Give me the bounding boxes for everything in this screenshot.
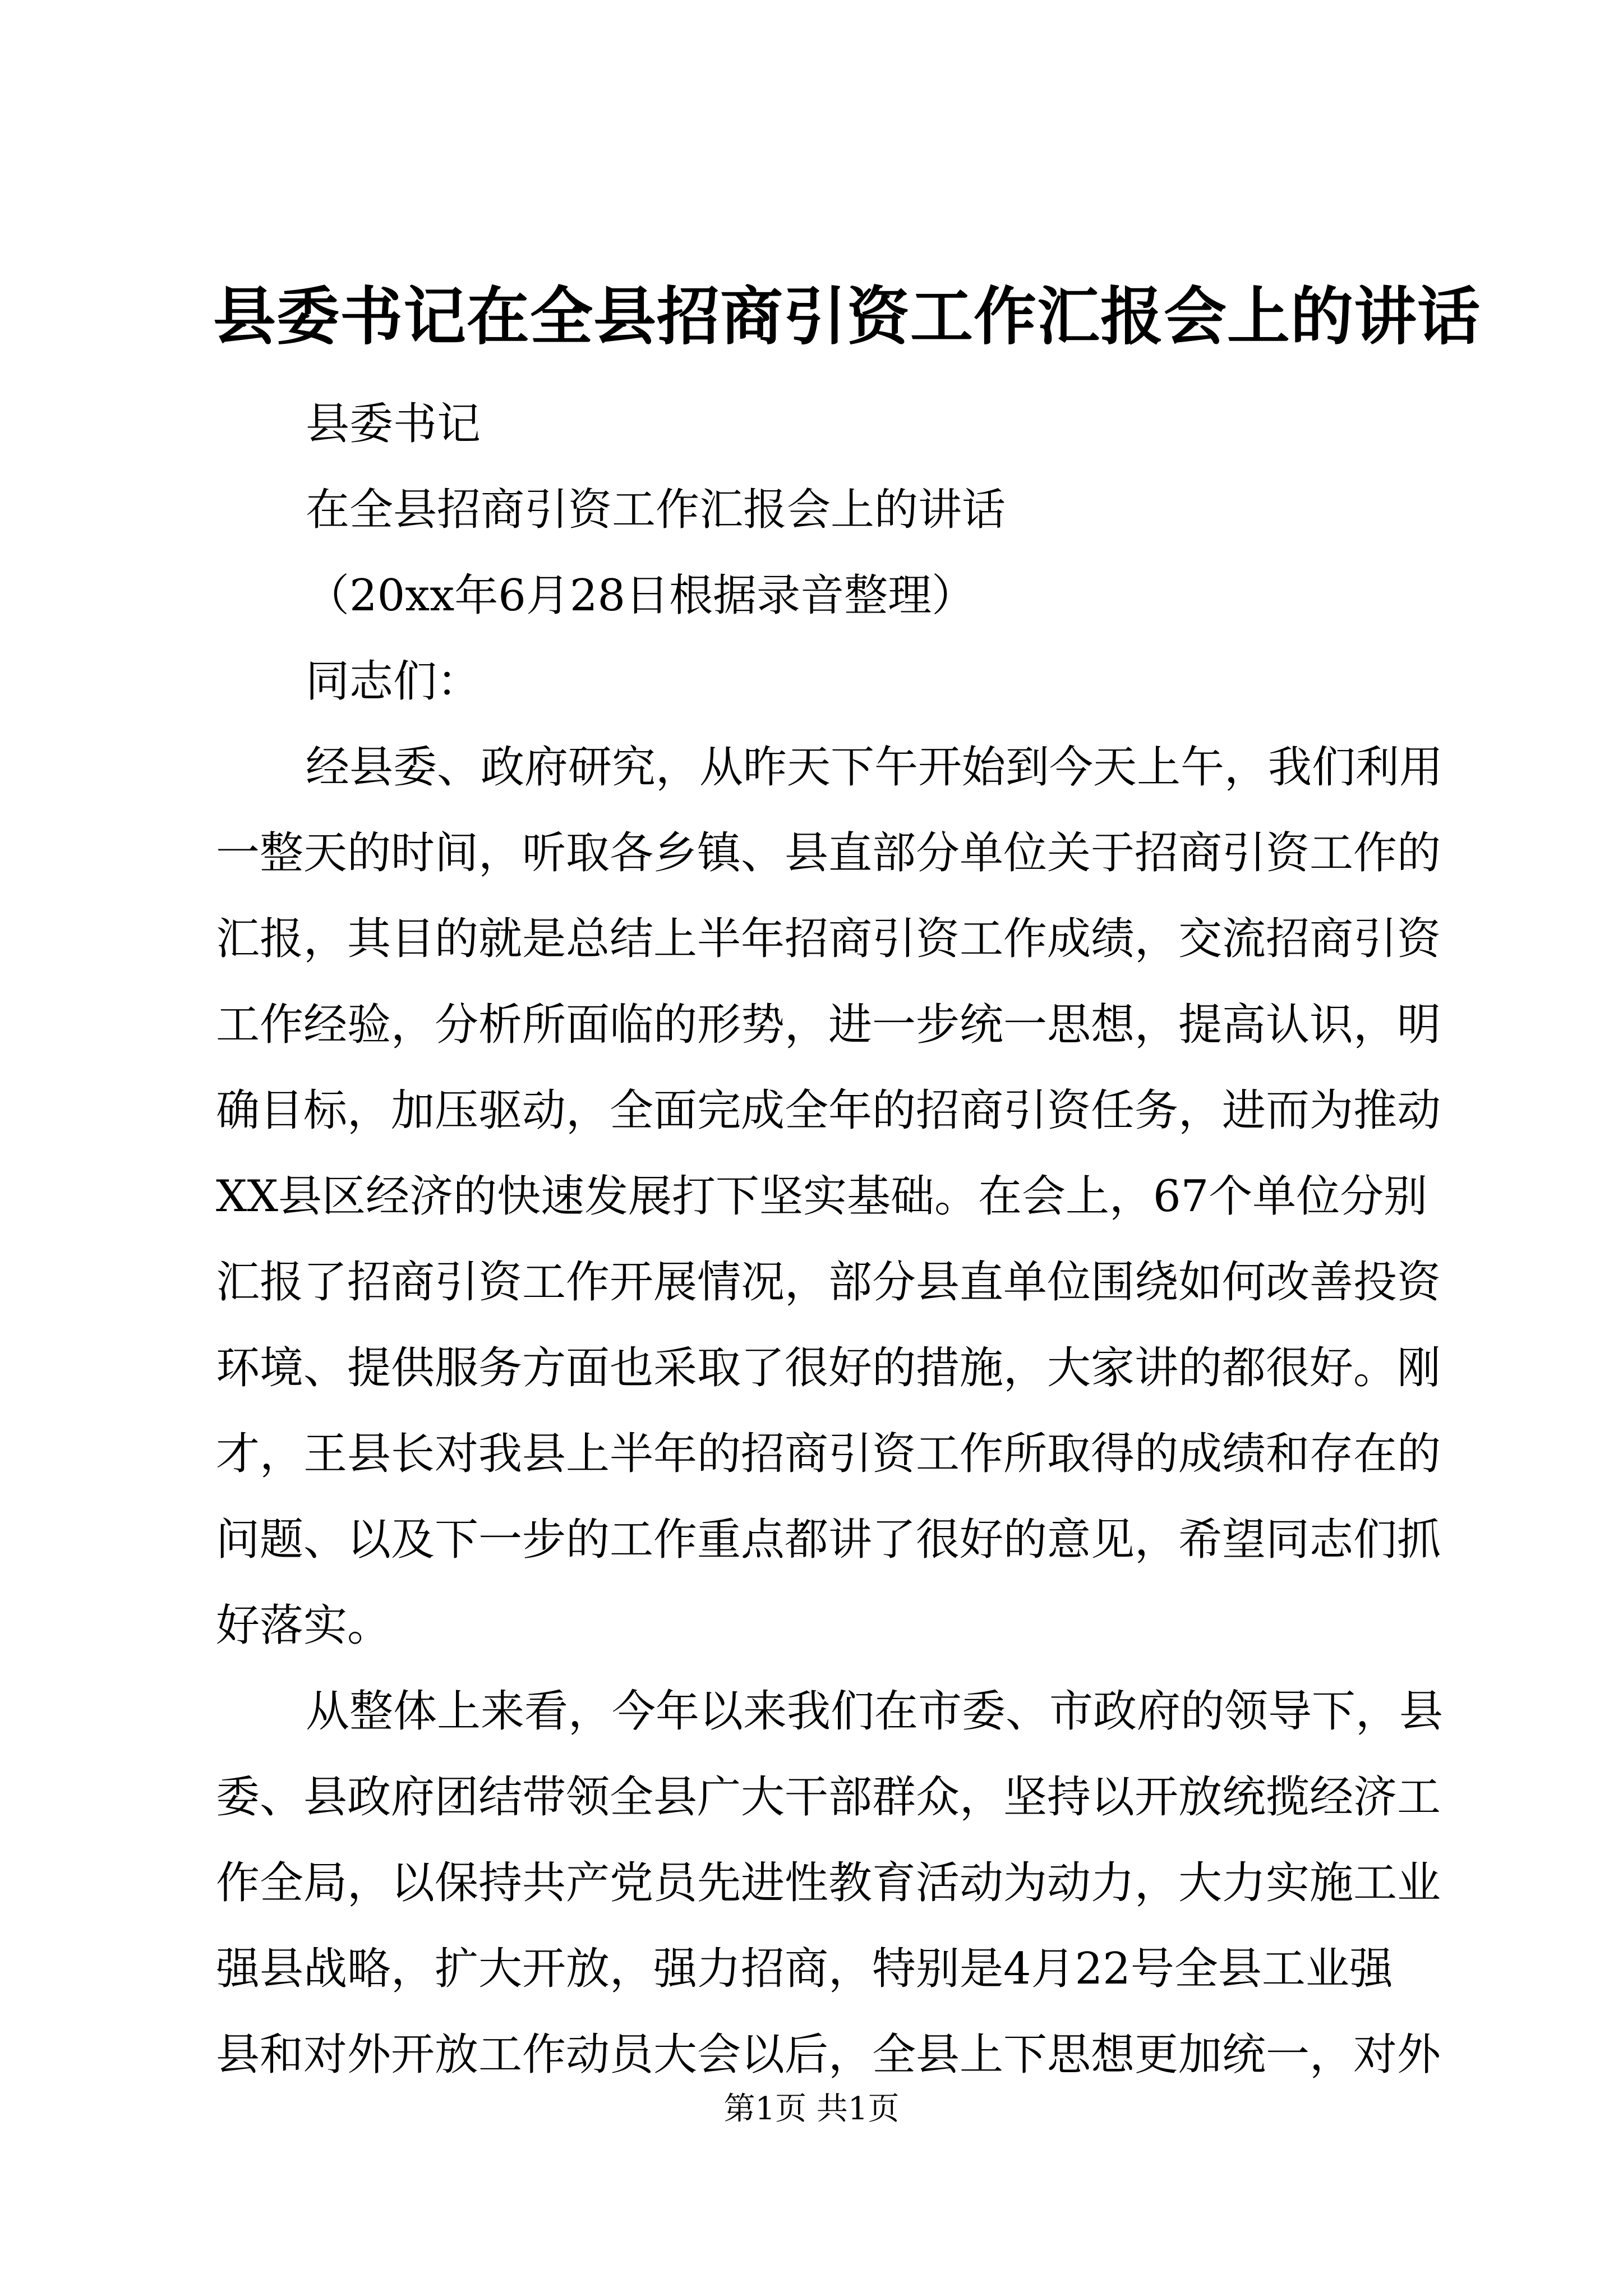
- paragraph-1-line: 经县委、政府研究，从昨天下午开始到今天上午，我们利用: [306, 742, 1444, 793]
- author-line: 县委书记: [306, 399, 481, 449]
- paragraph-1-line: 工作经验，分析所面临的形势，进一步统一思想，提高认识，明: [216, 1000, 1441, 1050]
- paragraph-2-line: 从整体上来看，今年以来我们在市委、市政府的领导下，县: [306, 1686, 1444, 1737]
- paragraph-1-line: 问题、以及下一步的工作重点都讲了很好的意见，希望同志们抓: [216, 1515, 1441, 1565]
- paragraph-1-line: 才，王县长对我县上半年的招商引资工作所取得的成绩和存在的: [216, 1429, 1441, 1479]
- document-title: 县委书记在全县招商引资工作汇报会上的讲话: [213, 280, 1481, 353]
- subtitle-line: 在全县招商引资工作汇报会上的讲话: [306, 485, 1006, 535]
- paragraph-1-line: 汇报，其目的就是总结上半年招商引资工作成绩，交流招商引资: [216, 914, 1441, 964]
- paragraph-1-line: XX县区经济的快速发展打下坚实基础。在会上，67个单位分别: [216, 1171, 1428, 1222]
- salutation-line: 同志们：: [306, 656, 481, 707]
- paragraph-2-line: 委、县政府团结带领全县广大干部群众，坚持以开放统揽经济工: [216, 1772, 1441, 1823]
- paragraph-1-line: 确目标，加压驱动，全面完成全年的招商引资任务，进而为推动: [216, 1085, 1441, 1136]
- document-body: [216, 381, 1444, 2098]
- paragraph-2-line: 县和对外开放工作动员大会以后，全县上下思想更加统一，对外: [216, 2030, 1441, 2080]
- paragraph-1-line: 好落实。: [216, 1600, 391, 1651]
- paragraph-2-line: 作全局，以保持共产党员先进性教育活动为动力，大力实施工业: [216, 1858, 1441, 1908]
- paragraph-1-line: 汇报了招商引资工作开展情况，部分县直单位围绕如何改善投资: [216, 1257, 1441, 1308]
- paragraph-1-line: 一整天的时间，听取各乡镇、县直部分单位关于招商引资工作的: [216, 828, 1441, 878]
- paragraph-2-line: 强县战略，扩大开放，强力招商，特别是4月22号全县工业强: [216, 1944, 1393, 1994]
- paragraph-1-line: 环境、提供服务方面也采取了很好的措施，大家讲的都很好。刚: [216, 1343, 1441, 1393]
- page-footer: 第1页 共1页: [723, 2091, 900, 2127]
- date-note-line: （20xx年6月28日根据录音整理）: [306, 570, 976, 621]
